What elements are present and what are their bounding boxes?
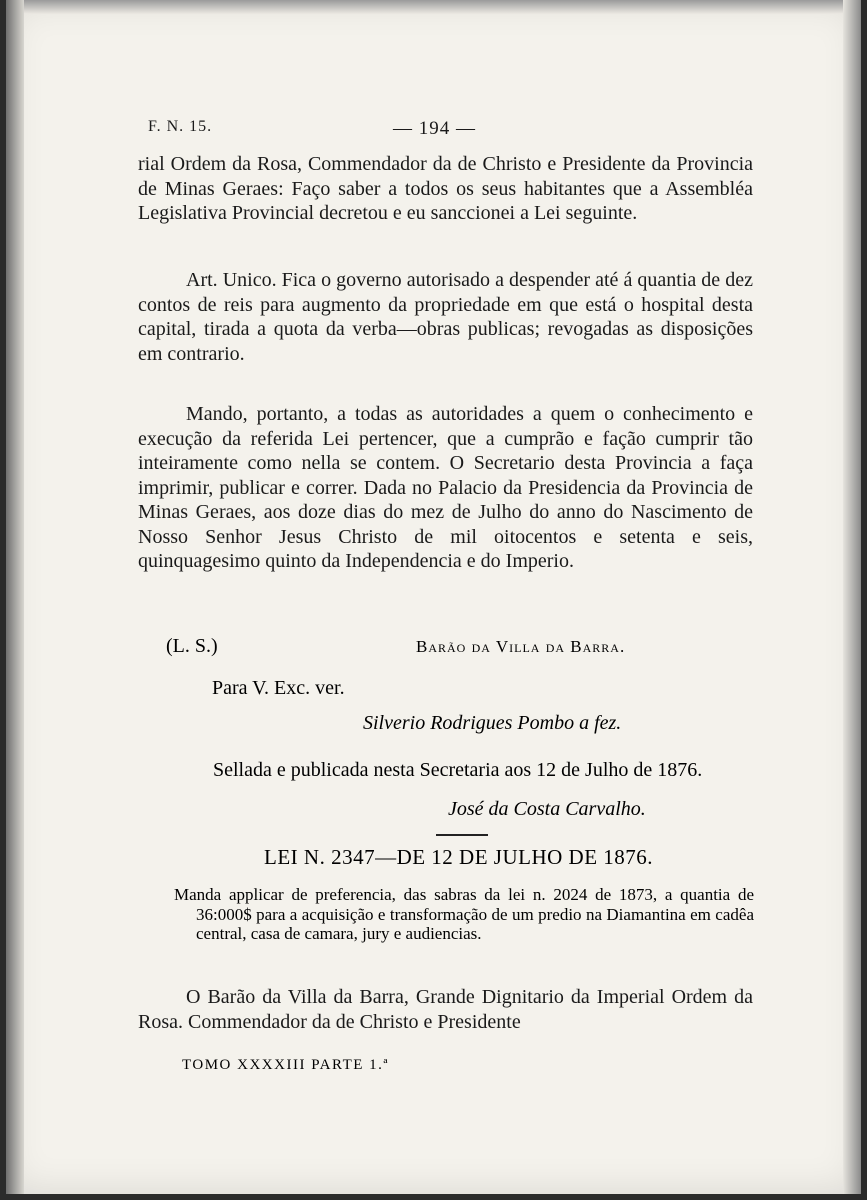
paragraph-opening: rial Ordem da Rosa, Commendador da de Christo e Presidente da Provincia de Minas Geraes: Faço saber a todos os seus habitantes que a Assembléa Legislativa Provincial decretou e eu sanccionei a Lei seguinte. [138, 153, 753, 224]
seal-mark: (L. S.) [166, 635, 218, 657]
law-summary-text: Manda applicar de preferencia, das sabras da lei n. 2024 de 1873, a quantia de 36:000$ para a acquisição e transformação de um predio na Diamantina em cadêa central, casa de camara, jury e audiencias. [174, 885, 754, 943]
running-header [138, 118, 753, 142]
page-top-edge [6, 0, 861, 14]
paragraph-next-law: O Barão da Villa da Barra, Grande Dignitario da Imperial Ordem da Rosa. Commendador da de Christo e Presidente [138, 986, 753, 1033]
signature-scribe: Silverio Rodrigues Pombo a fez. [363, 712, 622, 734]
signature-president: Barão da Villa da Barra. [416, 637, 626, 656]
law-title: LEI N. 2347—DE 12 DE JULHO DE 1876. [264, 845, 654, 869]
header-folio: F. N. 15. [148, 118, 213, 135]
page-left-edge [6, 0, 24, 1194]
paragraph-article: Art. Unico. Fica o governo autorisado a despender até á quantia de dez contos de reis para augmento da propriedade em que está o hospital desta capital, tirada a quota da verba—obras publicas; revogadas as disposições em contrario. [138, 269, 753, 365]
paragraph-mandate: Mando, portanto, a todas as autoridades a quem o conhecimento e execução da referida Lei pertencer, que a cumprão e fação cumprir tão inteiramente como nella se contem. O Secretario desta Provincia a faça imprimir, publicar e correr. Dada no Palacio da Presidencia da Provincia de Minas Geraes, aos doze dias do mez de Julho do anno do Nascimento de Nosso Senhor Jesus Christo de mil oitocentos e setenta e seis, quinquagesimo quinto da Independencia e do Imperio. [138, 403, 753, 572]
volume-footer: TOMO XXXXIII PARTE 1.ª [182, 1057, 390, 1073]
page-number: — 194 — [393, 118, 476, 139]
signature-secretary: José da Costa Carvalho. [448, 798, 646, 820]
para-ver-line: Para V. Exc. ver. [212, 677, 345, 699]
scanned-page [6, 0, 861, 1194]
page-right-edge [843, 0, 861, 1194]
publication-note: Sellada e publicada nesta Secretaria aos 12 de Julho de 1876. [213, 759, 703, 781]
section-divider [436, 834, 488, 836]
law-summary [174, 885, 754, 944]
